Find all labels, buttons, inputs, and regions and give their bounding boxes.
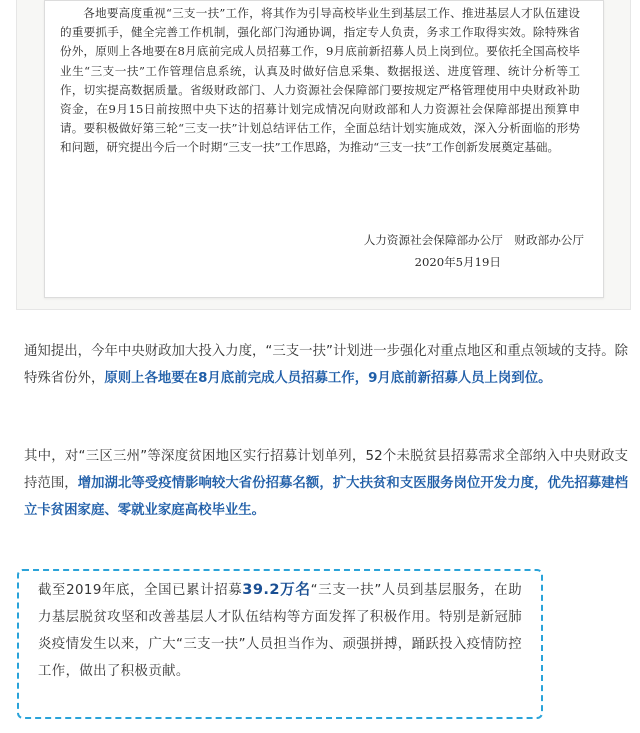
- paragraph-2-text: 其中，对“三区三州”等深度贫困地区实行招募计划单列，52个未脱贫县招募需求全部纳入中央财政支持范围，: [24, 449, 628, 491]
- callout-text: [38, 576, 522, 685]
- document-body-text: 各地要高度重视“三支一扶”工作，将其作为引导高校毕业生到基层工作、推进基层人才队伍建设的重要抓手，健全完善工作机制，强化部门沟通协调，指定专人负责，务求工作取得实效。除特殊省份外，原则上各地要在8月底前完成人员招募工作，9月底前新招募人员上岗到位。要依托全国高校毕业生“三支一扶”工作管理信息系统，认真及时做好信息采集、数据报送、进度管理、统计分析等工作，切实提高数据质量。省级财政部门、人力资源社会保障部门要按规定严格管理使用中央财政补助资金，在9月15日前按照中央下达的招募计划完成情况向财政部和人力资源社会保障部提出预算申请。要积极做好第三轮“三支一扶”计划总结评估工作，全面总结计划实施成效，深入分析面临的形势和问题，研究提出今后一个时期“三支一扶”工作思路，为推动“三支一扶”工作创新发展奠定基础。: [60, 6, 580, 155]
- paragraph-1-text: 通知提出，今年中央财政加大投入力度，“三支一扶”计划进一步强化对重点地区和重点领域的支持。除特殊省份外，: [24, 344, 628, 386]
- article-paragraph-1: [24, 338, 628, 392]
- callout-number: 39.2万名: [242, 581, 311, 598]
- callout-text-after: “三支一扶”人员到基层服务，在助力基层脱贫攻坚和改善基层人才队伍结构等方面发挥了积极作用。特别是新冠肺炎疫情发生以来，广大“三支一扶”人员担当作为、顽强拼搏，踊跃投入疫情防控工作，做出了积极贡献。: [38, 583, 522, 679]
- paragraph-2-highlight: 增加湖北等受疫情影响较大省份招募名额，扩大扶贫和支医服务岗位开发力度，优先招募建档立卡贫困家庭、零就业家庭高校毕业生。: [24, 476, 629, 518]
- document-date: 2020年5月19日: [414, 255, 501, 269]
- document-signer: 人力资源社会保障部办公厅 财政部办公厅: [363, 233, 584, 247]
- callout-text-before: 截至2019年底，全国已累计招募: [38, 583, 243, 598]
- article-paragraph-2: [24, 443, 628, 524]
- paragraph-1-highlight: 原则上各地要在8月底前完成人员招募工作，9月底前新招募人员上岗到位。: [104, 371, 552, 386]
